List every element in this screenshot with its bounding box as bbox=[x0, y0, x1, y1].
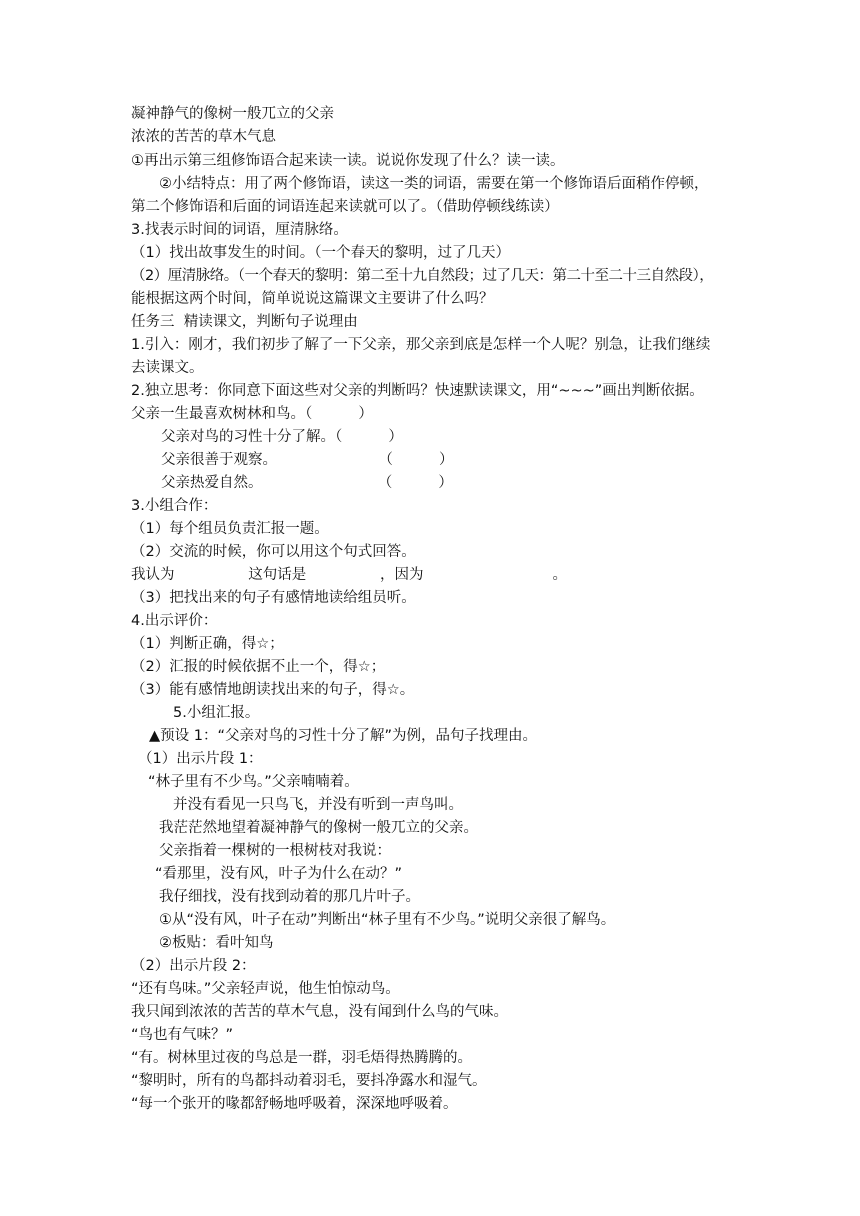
text-line: （2）交流的时候，你可以用这个句式回答。 bbox=[131, 544, 416, 560]
judgment-item: 父亲很善于观察。 （ ） bbox=[161, 452, 454, 468]
task-heading: 任务三 精读课文，判断句子说理由 bbox=[131, 314, 358, 330]
heading-step: 1.引入：刚才，我们初步了解了一下父亲，那父亲到底是怎样一个人呢？别急，让我们继续 bbox=[131, 337, 711, 353]
heading-step: 2.独立思考：你同意下面这些对父亲的判断吗？快速默读课文，用“~~~”画出判断依据。 bbox=[131, 383, 704, 399]
text-line: （1）每个组员负责汇报一题。 bbox=[131, 521, 329, 537]
excerpt-line: 父亲指着一棵树的一根树枝对我说： bbox=[159, 843, 391, 859]
excerpt-line: 我茫茫然地望着凝神静气的像树一般兀立的父亲。 bbox=[159, 820, 478, 836]
excerpt-line: “看那里，没有风，叶子为什么在动？” bbox=[155, 866, 403, 882]
text-line: （2）厘清脉络。（一个春天的黎明：第二至十九自然段；过了几天：第二十至二十三自然段）， bbox=[131, 268, 714, 284]
text-line: 第二个修饰语和后面的词语连起来读就可以了。（借助停顿线练读） bbox=[131, 199, 559, 215]
excerpt-line: “有。树林里过夜的鸟总是一群，羽毛焐得热腾腾的。 bbox=[131, 1050, 473, 1066]
heading-step: 3.找表示时间的词语，厘清脉络。 bbox=[131, 222, 348, 238]
text-line: ②板贴：看叶知鸟 bbox=[159, 935, 274, 951]
excerpt-line: “鸟也有气味？” bbox=[131, 1027, 234, 1043]
heading-step: 4.出示评价： bbox=[131, 613, 218, 629]
text-line: （1）找出故事发生的时间。（一个春天的黎明，过了几天） bbox=[131, 245, 510, 261]
text-line: ②小结特点：用了两个修饰语，读这一类的词语，需要在第一个修饰语后面稍作停顿， bbox=[159, 176, 709, 192]
preset-heading: ▲预设 1：“父亲对鸟的习性十分了解”为例，品句子找理由。 bbox=[149, 728, 538, 744]
heading-step: 5.小组汇报。 bbox=[173, 705, 260, 721]
evaluation-item: （2）汇报的时候依据不止一个，得☆； bbox=[131, 659, 386, 675]
judgment-item: 父亲对鸟的习性十分了解。（ ） bbox=[161, 429, 403, 445]
text-line: （3）把找出来的句子有感情地读给组员听。 bbox=[131, 590, 416, 606]
evaluation-item: （3）能有感情地朗读找出来的句子，得☆。 bbox=[131, 682, 415, 698]
text-line: （2）出示片段 2： bbox=[131, 958, 256, 974]
excerpt-line: 我只闻到浓浓的苦苦的草木气息，没有闻到什么鸟的气味。 bbox=[131, 1004, 508, 1020]
excerpt-line: “还有鸟味。”父亲轻声说，他生怕惊动鸟。 bbox=[131, 981, 400, 997]
excerpt-line: “黎明时，所有的鸟都抖动着羽毛，要抖净露水和湿气。 bbox=[131, 1073, 487, 1089]
text-line: 凝神静气的像树一般兀立的父亲 bbox=[131, 106, 334, 122]
excerpt-line: “每一个张开的喙都舒畅地呼吸着，深深地呼吸着。 bbox=[131, 1096, 458, 1112]
excerpt-line: “林子里有不少鸟。”父亲喃喃着。 bbox=[148, 774, 359, 790]
sentence-template: 我认为 这句话是 ，因为 。 bbox=[131, 567, 568, 583]
judgment-item: 父亲热爱自然。 （ ） bbox=[161, 475, 453, 491]
text-line: ①再出示第三组修饰语合起来读一读。说说你发现了什么？读一读。 bbox=[131, 153, 565, 169]
text-line: ①从“没有风，叶子在动”判断出“林子里有不少鸟。”说明父亲很了解鸟。 bbox=[159, 912, 616, 928]
text-line: 能根据这两个时间，简单说说这篇课文主要讲了什么吗？ bbox=[131, 291, 494, 307]
judgment-item: 父亲一生最喜欢树林和鸟。（ ） bbox=[131, 406, 373, 422]
evaluation-item: （1）判断正确，得☆； bbox=[131, 636, 284, 652]
text-line: 浓浓的苦苦的草木气息 bbox=[131, 129, 276, 145]
text-line: 去读课文。 bbox=[131, 360, 204, 376]
heading-step: 3.小组合作： bbox=[131, 498, 218, 514]
excerpt-line: 我仔细找，没有找到动着的那几片叶子。 bbox=[159, 889, 420, 905]
excerpt-line: 并没有看见一只鸟飞，并没有听到一声鸟叫。 bbox=[173, 797, 463, 813]
text-line: （1）出示片段 1： bbox=[138, 751, 263, 767]
